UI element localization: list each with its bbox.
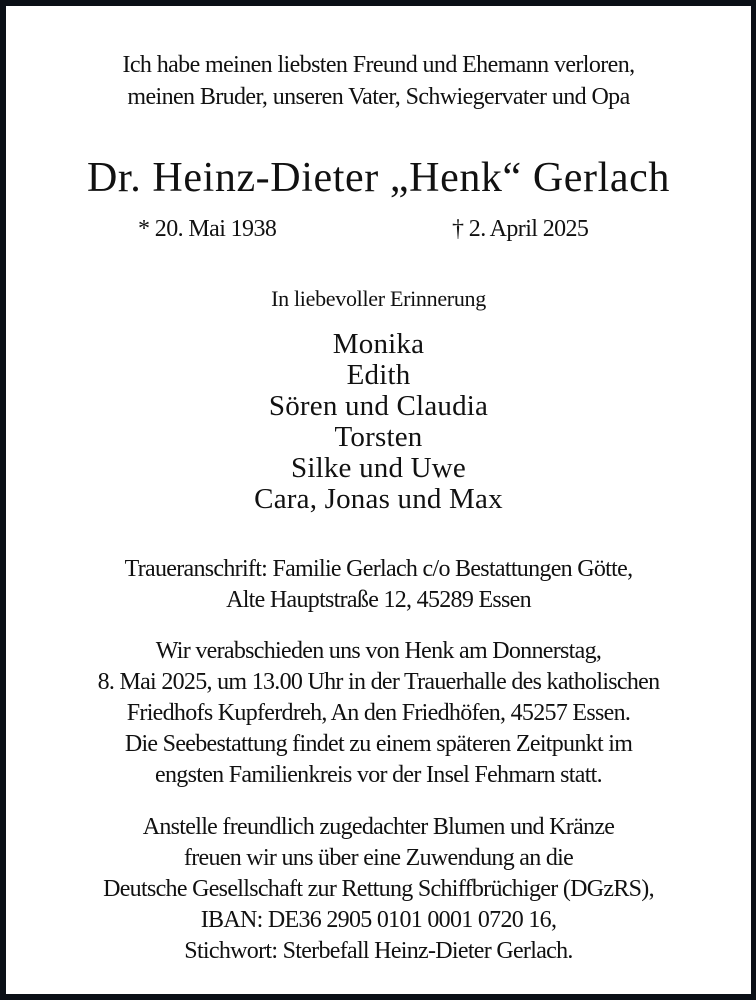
intro-line-1: Ich habe meinen liebsten Freund und Ehemann verloren, xyxy=(122,52,635,78)
address-line-1: Traueranschrift: Familie Gerlach c/o Bestattungen Götte, xyxy=(124,556,633,582)
donation-keyword: Stichwort: Sterbefall Heinz-Dieter Gerlach. xyxy=(184,938,573,964)
family-member: Cara, Jonas und Max xyxy=(254,483,503,515)
birth-date: * 20. Mai 1938 xyxy=(138,216,277,242)
donation-iban: IBAN: DE36 2905 0101 0001 0720 16, xyxy=(200,907,557,933)
family-member: Edith xyxy=(346,359,411,391)
donation-line-3: Deutsche Gesellschaft zur Rettung Schiffbrüchiger (DGzRS), xyxy=(103,876,654,902)
address-line-2: Alte Hauptstraße 12, 45289 Essen xyxy=(226,587,531,613)
ceremony-line-1: Wir verabschieden uns von Henk am Donnerstag, xyxy=(155,638,602,664)
ceremony-line-5: engsten Familienkreis vor der Insel Fehmarn statt. xyxy=(155,762,602,788)
intro-line-2: meinen Bruder, unseren Vater, Schwiegervater und Opa xyxy=(127,84,630,110)
family-member: Silke und Uwe xyxy=(291,452,466,484)
death-date: † 2. April 2025 xyxy=(452,216,589,242)
family-member: Monika xyxy=(332,328,425,360)
deceased-name: Dr. Heinz-Dieter „Henk“ Gerlach xyxy=(87,155,670,201)
life-dates xyxy=(6,216,751,246)
ceremony-line-4: Die Seebestattung findet zu einem späteren Zeitpunkt im xyxy=(124,731,633,757)
ceremony-line-2: 8. Mai 2025, um 13.00 Uhr in der Trauerhalle des katholischen xyxy=(97,669,660,695)
ceremony-line-3: Friedhofs Kupferdreh, An den Friedhöfen, 45257 Essen. xyxy=(126,700,631,726)
memory-heading: In liebevoller Erinnerung xyxy=(271,286,486,311)
family-member: Sören und Claudia xyxy=(268,390,489,422)
family-member: Torsten xyxy=(334,421,423,453)
donation-line-1: Anstelle freundlich zugedachter Blumen und Kränze xyxy=(142,814,615,840)
donation-line-2: freuen wir uns über eine Zuwendung an die xyxy=(183,845,574,871)
obituary-notice xyxy=(6,6,751,994)
